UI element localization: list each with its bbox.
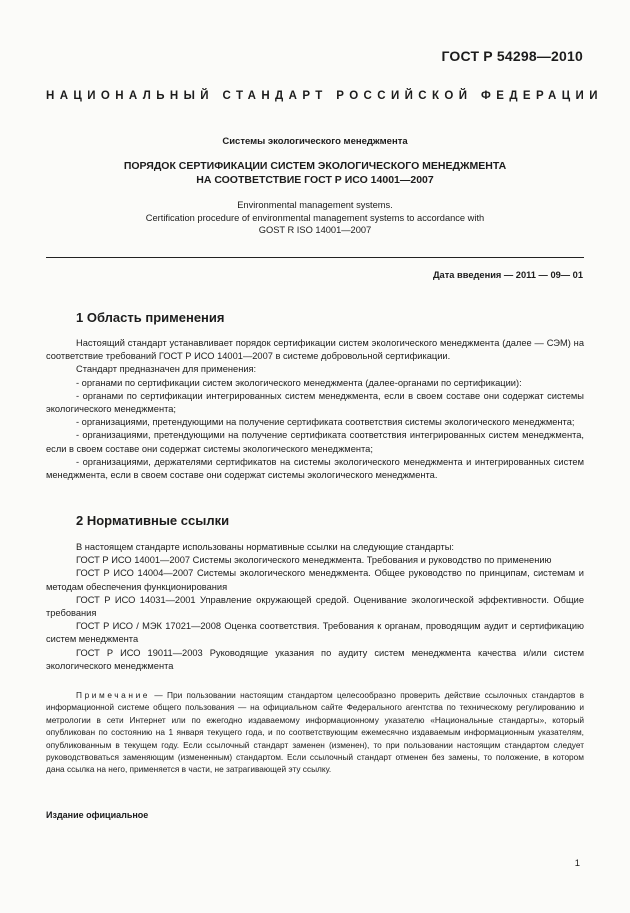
section-1-heading: 1 Область применения [76,310,225,325]
title-line-2: НА СООТВЕТСТВИЕ ГОСТ Р ИСО 14001—2007 [196,173,434,186]
page-number: 1 [574,858,580,869]
list-item: - организациями, претендующими на получение сертификата соответствия системы экологического менеджмента; [76,417,575,428]
title-line-1: ПОРЯДОК СЕРТИФИКАЦИИ СИСТЕМ ЭКОЛОГИЧЕСКОГО МЕНЕДЖМЕНТА [123,160,507,172]
paragraph: Настоящий стандарт устанавливает порядок сертификации систем экологического менеджмента (далее — СЭМ) на соответствие требований ГОСТ Р ИСО 14001—2007 в системе добровольной сертификации. [46,338,584,362]
list-item: - организациями, держателями сертификатов на системы экологического менеджмента и интегрированных систем менеджмента, если в своем составе они содержат системы экологического менеджмента. [46,456,584,481]
english-title-line-1: Environmental management systems. [237,200,393,210]
note-label: Примечание [76,690,151,700]
list-item: - органами по сертификации систем экологического менеджмента (далее-органами по сертификации): [76,377,522,388]
document-subtitle: Системы экологического менеджмента [222,136,408,147]
reference-item: ГОСТ Р ИСО 14004—2007 Системы экологического менеджмента. Общее руководство по принципам, системам и методам обеспечения функционирования [46,568,584,592]
reference-item: ГОСТ Р ИСО / МЭК 17021—2008 Оценка соответствия. Требования к органам, проводящим аудит и сертификацию систем менеджмента [46,621,584,645]
list-item: - органами по сертификации интегрированных систем менеджмента, если в своем составе они содержат системы экологического менеджмента; [46,390,584,415]
english-title-line-3: GOST R ISO 14001—2007 [258,225,372,235]
list-item: - организациями, претендующими на получение сертификата соответствия интегрированных систем менеджмента, если в своем составе они содержат системы экологического менеджмента; [46,430,584,454]
introduction-date: Дата введения — 2011 — 09— 01 [432,270,583,280]
paragraph: Стандарт предназначен для применения: [76,364,257,375]
english-title-line-2: Certification procedure of environmental management systems to accordance with [145,212,485,223]
paragraph: В настоящем стандарте использованы нормативные ссылки на следующие стандарты: [76,542,455,552]
note-text: — При пользовании настоящим стандартом целесообразно проверить действие ссылочных стандартов в информационной системе общего пользования — на официальном сайте Федерального агентства по техническому регулированию и метрологии в сети Интернет или по ежегодно издаваемому информационному указателю «Национальные стандарты», который опубликован по состоянию на 1 января текущего года, и по соответствующим ежемесячно издаваемым информационным указателям, опубликованным в текущем году. Если ссылочный стандарт заменен (изменен), то при пользовании настоящим стандартом следует руководствоваться заменяющим (измененным) стандартом. Если ссылочный стандарт отменен без замены, то положение, в котором дана ссылка на него, применяется в части, не затрагивающей эту ссылку. [46,690,584,775]
title-divider [46,257,584,258]
english-title [46,199,584,237]
official-edition-label: Издание официальное [46,810,149,820]
reference-item: ГОСТ Р ИСО 19011—2003 Руководящие указания по аудиту систем менеджмента качества и/или систем экологического менеджмента [46,647,584,671]
note [46,689,584,776]
reference-item: ГОСТ Р ИСО 14001—2007 Системы экологического менеджмента. Требования и руководство по применению [76,555,552,566]
section-2-body [46,541,584,673]
section-1-body [46,337,584,482]
standard-number: ГОСТ Р 54298—2010 [441,48,583,64]
section-2-heading: 2 Нормативные ссылки [76,513,230,528]
document-title [46,160,584,187]
reference-item: ГОСТ Р ИСО 14031—2001 Управление окружающей средой. Оценивание экологической эффективности. Общие требования [46,594,584,619]
national-standard-title: НАЦИОНАЛЬНЫЙ СТАНДАРТ РОССИЙСКОЙ ФЕДЕРАЦИИ [46,90,603,102]
